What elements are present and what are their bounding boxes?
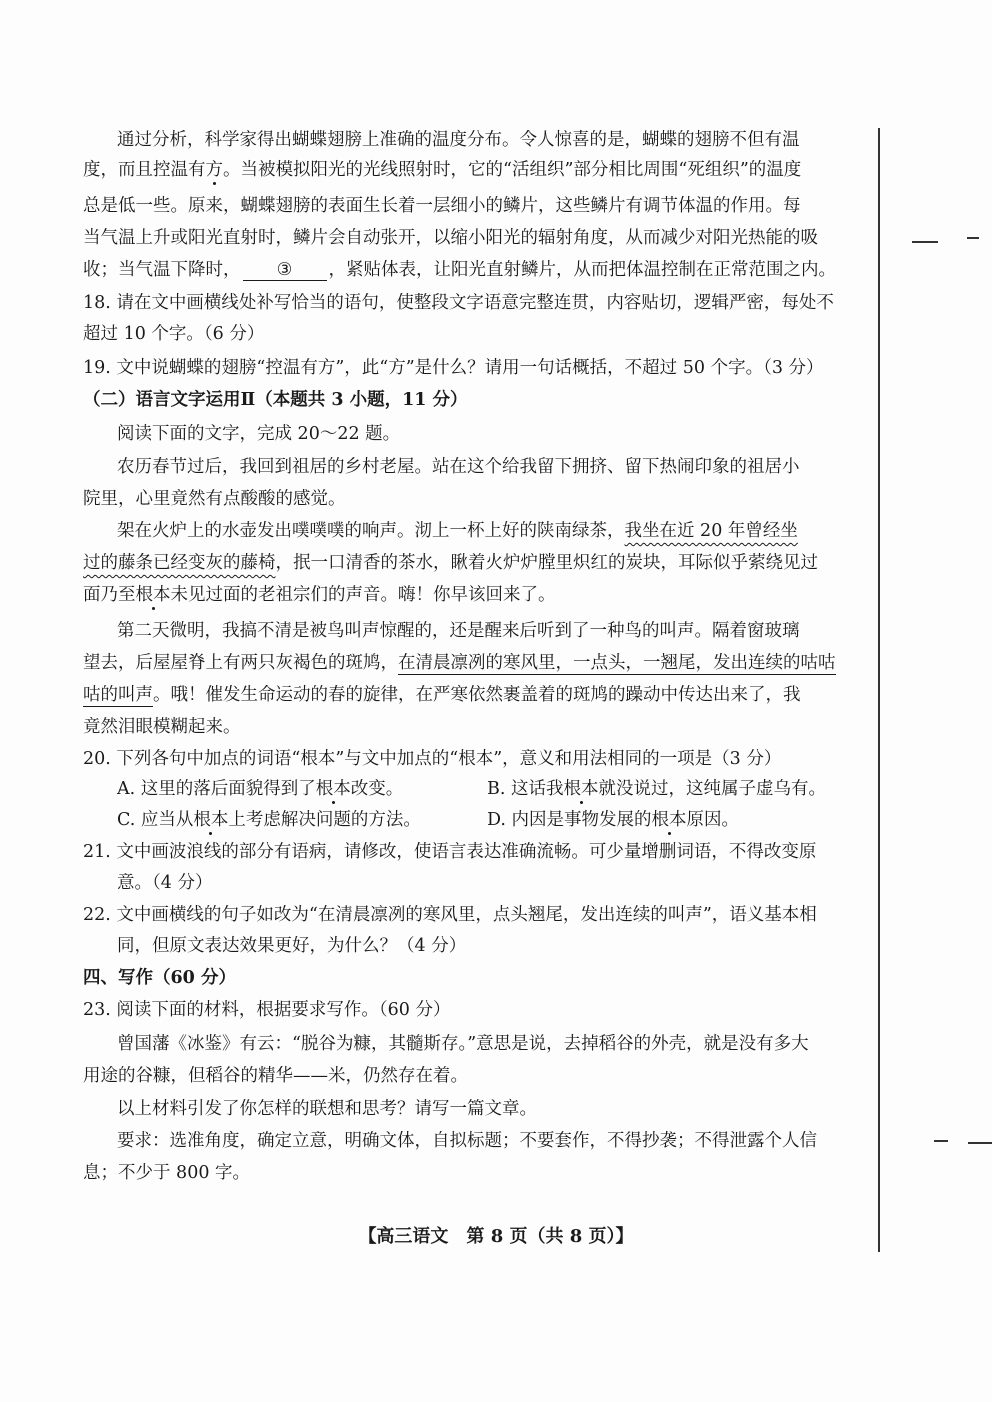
question-22-line-2: 同，但原文表达效果更好，为什么？（4 分） — [117, 936, 467, 956]
passage-line-1: 通过分析，科学家得出蝴蝶翅膀上准确的温度分布。令人惊喜的是，蝴蝶的翅膀不但有温 — [117, 130, 800, 150]
requirements-line-1: 要求：选准角度，确定立意，明确文体，自拟标题；不要套作，不得抄袭；不得泄露个人信 — [117, 1131, 817, 1151]
margin-tick — [912, 241, 938, 243]
option-d: D. 内因是事物发展的根本原因。 — [487, 810, 740, 830]
section-2-heading: （二）语言文字运用Ⅱ（本题共 3 小题，11 分） — [83, 390, 468, 410]
margin-tick — [967, 237, 979, 239]
blank-3: ③ — [243, 260, 327, 281]
passage-line-4: 当气温上升或阳光直射时，鳞片会自动张开，以缩小阳光的辐射角度，从而减少对阳光热能的吸 — [83, 228, 818, 248]
section-4-heading: 四、写作（60 分） — [83, 968, 236, 988]
para-3-line-1: 第二天微明，我搞不清是被鸟叫声惊醒的，还是醒来后听到了一种鸟的叫声。隔着窗玻璃 — [117, 621, 800, 641]
margin-tick — [934, 1140, 948, 1142]
passage-line-3: 总是低一些。原来，蝴蝶翅膀的表面生长着一层细小的鳞片，这些鳞片有调节体温的作用。每 — [83, 196, 801, 216]
para-3-line-2: 望去，后屋屋脊上有两只灰褐色的斑鸠，在清晨凛冽的寒风里，一点头，一翘尾，发出连续的咕咕 — [83, 653, 836, 673]
question-20-stem: 20. 下列各句中加点的词语“根本”与文中加点的“根本”，意义和用法相同的一项是（3 分） — [83, 749, 782, 769]
para-3-line-3: 咕的叫声。哦！催发生命运动的春的旋律，在严寒依然裹盖着的斑鸠的躁动中传达出来了，我 — [83, 685, 801, 705]
page-footer: 【高三语文 第 8 页（共 8 页）】 — [358, 1226, 634, 1247]
question-21-line-1: 21. 文中画波浪线的部分有语病，请修改，使语言表达准确流畅。可少量增删词语，不得改变原 — [83, 842, 817, 862]
passage-line-2: 度，而且控温有方。当被模拟阳光的光线照射时，它的“活组织”部分相比周围“死组织”的温度 — [83, 160, 802, 180]
margin-rule — [878, 128, 880, 1252]
option-a: A. 这里的落后面貌得到了根本改变。 — [117, 779, 404, 799]
para-1-line-2: 院里，心里竟然有点酸酸的感觉。 — [83, 489, 346, 509]
emphasis-dot-fang: 方 — [205, 160, 223, 180]
question-23: 23. 阅读下面的材料，根据要求写作。（60 分） — [83, 1000, 451, 1020]
reading-intro: 阅读下面的文字，完成 20～22 题。 — [117, 424, 401, 444]
wavy-underlined-text: 我坐在近 20 年曾经坐 — [624, 521, 798, 541]
underlined-sentence-cont: 咕的叫声 — [83, 685, 153, 705]
material-line-1: 曾国藩《冰鉴》有云：“脱谷为糠，其髓斯存。”意思是说，去掉稻谷的外壳，就是没有多大 — [117, 1034, 809, 1054]
para-2-line-2: 过的藤条已经变灰的藤椅，抿一口清香的茶水，瞅着火炉炉膛里炽红的炭块，耳际似乎萦绕见过 — [83, 553, 818, 573]
question-22-line-1: 22. 文中画横线的句子如改为“在清晨凛冽的寒风里，点头翘尾，发出连续的叫声”，语义基本相 — [83, 905, 817, 925]
writing-prompt: 以上材料引发了你怎样的联想和思考？请写一篇文章。 — [117, 1099, 537, 1119]
underlined-sentence: 在清晨凛冽的寒风里，一点头，一翘尾，发出连续的咕咕 — [398, 653, 836, 673]
para-2-line-1: 架在火炉上的水壶发出噗噗噗的响声。沏上一杯上好的陕南绿茶，我坐在近 20 年曾经坐 — [117, 521, 798, 541]
requirements-line-2: 息；不少于 800 字。 — [83, 1163, 251, 1183]
emphasis-dot-genben: 根本 — [135, 585, 171, 605]
margin-tick — [968, 1142, 992, 1144]
para-1-line-1: 农历春节过后，我回到祖居的乡村老屋。站在这个给我留下拥挤、留下热闹印象的祖居小 — [117, 457, 800, 477]
passage-line-5: 收；当气温下降时， ③ ，紧贴体表，让阳光直射鳞片，从而把体温控制在正常范围之内。 — [83, 260, 836, 280]
question-18-line-2: 超过 10 个字。（6 分） — [83, 324, 265, 344]
material-line-2: 用途的谷糠，但稻谷的精华——米，仍然存在着。 — [83, 1066, 468, 1086]
option-c: C. 应当从根本上考虑解决问题的方法。 — [117, 810, 421, 830]
para-2-line-3: 面乃至根本未见过面的老祖宗们的声音。嗨！你早该回来了。 — [83, 585, 556, 605]
question-18-line-1: 18. 请在文中画横线处补写恰当的语句，使整段文字语意完整连贯，内容贴切，逻辑严密，每处不 — [83, 293, 834, 313]
wavy-underlined-text-cont: 过的藤条已经变灰的藤椅 — [83, 553, 276, 573]
question-21-line-2: 意。（4 分） — [117, 873, 213, 893]
question-19: 19. 文中说蝴蝶的翅膀“控温有方”，此“方”是什么？请用一句话概括，不超过 50 个字。（3 分） — [83, 358, 824, 378]
option-b: B. 这话我根本就没说过，这纯属子虚乌有。 — [487, 779, 826, 799]
para-3-line-4: 竟然泪眼模糊起来。 — [83, 717, 241, 737]
